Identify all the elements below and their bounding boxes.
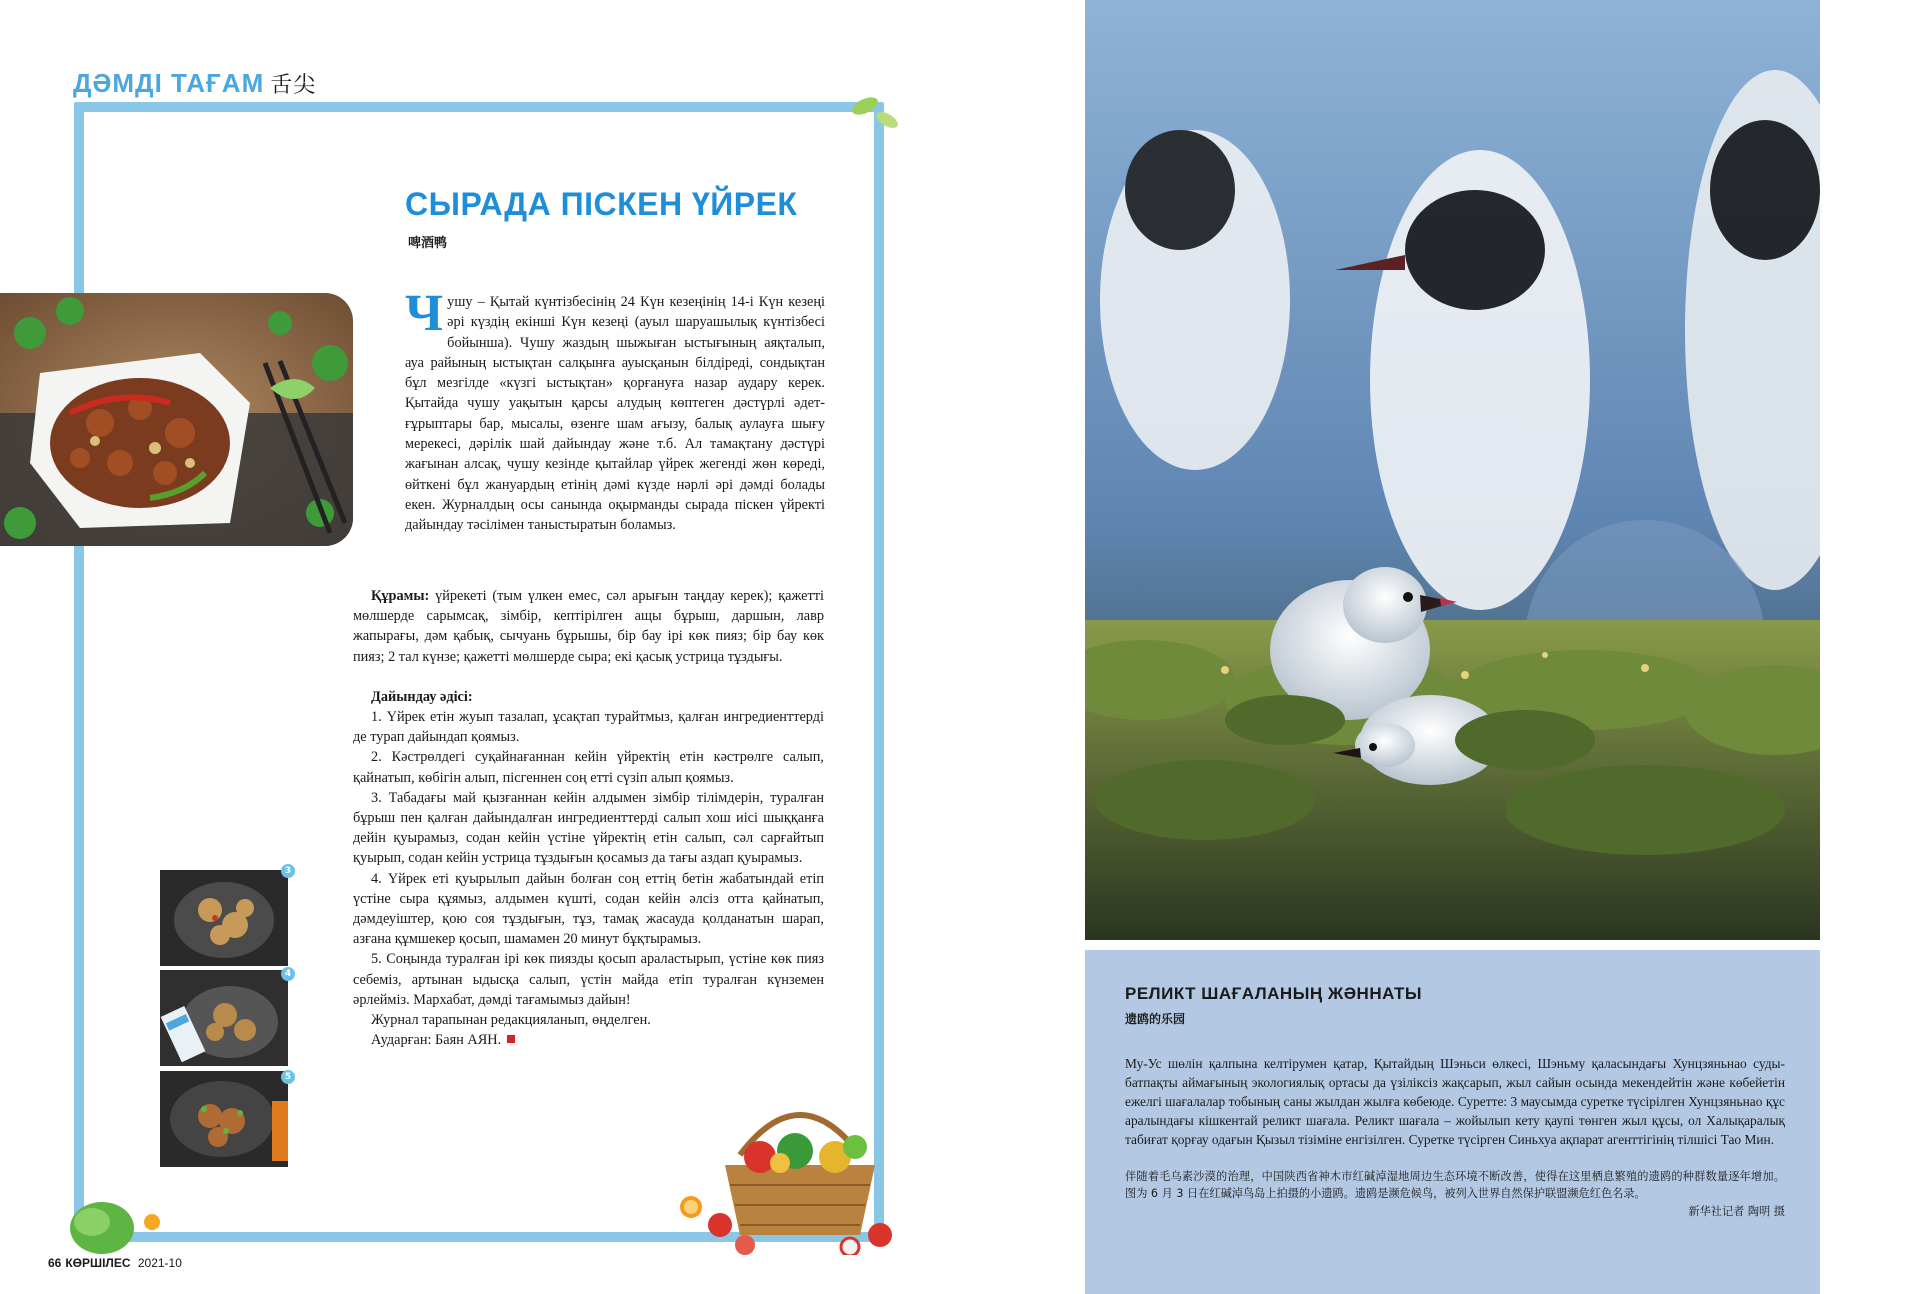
caption-title: РЕЛИКТ ШАҒАЛАНЫҢ ЖӘННАТЫ	[1125, 984, 1423, 1003]
ingredients-paragraph	[353, 586, 824, 667]
translator: Аударған: Баян АЯН.	[371, 1032, 502, 1049]
article-subtitle-cn: 啤酒鸭	[408, 236, 448, 251]
step-5: 5. Соңында туралған ірі көк пиязды қосып араластырып, үстіне көк пияз себеміз, артынан ыдысқа салып, үстін майда етіп туралған күнземен әрлейміз. Мархабат, дәмді тағамымыз дайын!	[353, 951, 824, 1008]
caption-text-kz: Му-Ус шөлін қалпына келтірумен қатар, Қытайдың Шэньси өлкесі, Шэньму қаласындағы Хунцзяньнао суды-батпақты аймағының экологиялық ортасы да үзіліксіз жақсарып, жыл сайын осында мекендейтін және көбейетін ежелгі шағалалар тобының саны жылдан жылға көбеюде. Суретте: 3 маусымда суретке түсірілген Хунцзяньнао құс аралындағы кішкентай реликт шағала. Реликт шағала – жойылып кету қаупі төнген жыл құсы, ол Халықаралық табиғат қорғау одағын Қызыл тізіміне енгізілген. Суретке түсірген Синьхуа ақпарат агенттігінің тілшісі Тао Мин.	[1125, 1056, 1785, 1147]
photo-credit: 新华社记者 陶明 摄	[1688, 1205, 1785, 1218]
recipe-body	[353, 586, 824, 1050]
leaf-decoration-icon	[845, 92, 905, 134]
translator-line	[353, 1030, 824, 1050]
step-3-badge: 3	[281, 864, 295, 878]
method-label: Дайындау әдісі:	[371, 688, 473, 705]
page-number: 66	[48, 1256, 62, 1270]
caption-text-cn: 伴随着毛乌素沙漠的治理，中国陕西省神木市红碱淖湿地周边生态环境不断改善，使得在这里栖息繁殖的遗鸥的种群数量逐年增加。图为 6 月 3 日在红碱淖鸟岛上拍摄的小遗鸥。遗鸥是濒危候鸟，被列入世界自然保护联盟濒危红色名录。	[1125, 1170, 1785, 1200]
lettuce-decoration-icon	[62, 1188, 162, 1258]
step-2: 2. Кәстрөлдегі суқайнағаннан кейін үйректің етін кәстрөлге салып, қайнатып, көбігін алып, пісгеннен соң етті сүзіп алып қоямыз.	[353, 749, 824, 786]
step-3-photo	[160, 870, 288, 966]
step-4: 4. Үйрек еті қуырылып дайын болған соң еттің бетін жабатындай етіп үстіне сыра құямыз, алдымен күшті, содан кейін әлсіз отта қайнатып, дәмдеуіштер, қою соя тұздығын, тұз, тамақ жасауда қолданатын шарап, азғана құмшекер қосып, шамамен 20 минут бұқтырамыз.	[353, 870, 824, 948]
step-5-photo	[160, 1071, 288, 1167]
article-title: СЫРАДА ПІСКЕН ҮЙРЕК	[405, 186, 798, 222]
vegetable-basket-icon	[700, 1085, 900, 1255]
issue-number: 2021-10	[137, 1256, 182, 1270]
ingredients-label: Құрамы:	[371, 588, 430, 604]
section-label-cn: 舌尖	[270, 72, 317, 97]
intro-text: ушу – Қытай күнтізбесінің 24 Күн кезеңінің 14-і Күн кезеңі әрі күздің екінші Күн кезеңі (ауыл шаруашылық күнтізбесі бойынша). Чушу жаздың шыжыған ыстығының аяқталып, ауа райының ыстықтан салқынға ауысқанын білдіреді, сондықтан бұл мезгілде «күзгі ыстықтан» қорғануға назар аудару керек. Қытайда чушу уақытын қарсы алудың көптеген дәстүрлі әдет-ғұрыптары бар, мысалы, өзенге шам ағызу, балық аулауға шығу мерекесі, дәрілік шай дайындау және т.б. Ал тамақтану дәстүрі жағынан алсақ, чушу кезінде қытайлар үйрек жегенді жөн көреді, өйткені бұл жануардың етінің дәмі күзде нәрлі әрі дәмді болады екен. Журналдың осы санында оқырманды сырада піскен үйректі дайындау тәсілімен таныстыратын боламыз.	[405, 294, 825, 534]
article-intro	[405, 285, 825, 536]
section-label-kz: ДӘМДІ ТАҒАМ	[73, 68, 265, 98]
ingredients-text: үйрекеті (тым үлкен емес, сәл арығын таңдау керек); қажетті мөлшерде сарымсақ, зімбір, кептірілген ащы бұрыш, даршын, лавр жапырағы, дәм қабық, сычуань бұрышы, бір бау ірі көк пияз; бір бау көк пияз; 2 тал күнзе; қажетті мөлшерде сыра; екі қасық устрица тұздығы.	[353, 588, 824, 665]
step-5-badge: 5	[281, 1070, 295, 1084]
step-4-badge: 4	[281, 967, 295, 981]
drop-cap: Ч	[405, 285, 444, 342]
page-folio	[48, 1256, 182, 1270]
photo-caption-panel	[1085, 950, 1820, 1294]
end-mark-icon	[507, 1035, 515, 1043]
beer-duck-photo	[0, 293, 353, 546]
method-label-paragraph	[353, 687, 824, 707]
orange-slice-icon	[678, 1194, 704, 1220]
edited-note: Журнал тарапынан редакцияланып, өңделген.	[371, 1012, 651, 1029]
gull-chicks-photo	[1085, 0, 1820, 940]
step-1: 1. Үйрек етін жуып тазалап, ұсақтап турайтмыз, қалған ингредиенттерді де турап дайындап қоямыз.	[353, 709, 824, 746]
step-4-photo	[160, 970, 288, 1066]
step-3: 3. Табадағы май қызғаннан кейін алдымен зімбір тілімдерін, туралған бұрыш пен қалған дайындалған ингредиенттерді салып хош иісі шыққанға дейін қуырамыз, содан кейін үстіне үйректің етін салып, сәл сарғайтып қуырып, содан кейін устрица тұздығын қосамыз да тағы аздап қуырамыз.	[353, 789, 824, 867]
caption-subtitle-cn: 遗鸥的乐园	[1125, 1012, 1186, 1026]
section-label	[73, 68, 316, 99]
magazine-name: КӨРШІЛЕС	[65, 1256, 131, 1270]
